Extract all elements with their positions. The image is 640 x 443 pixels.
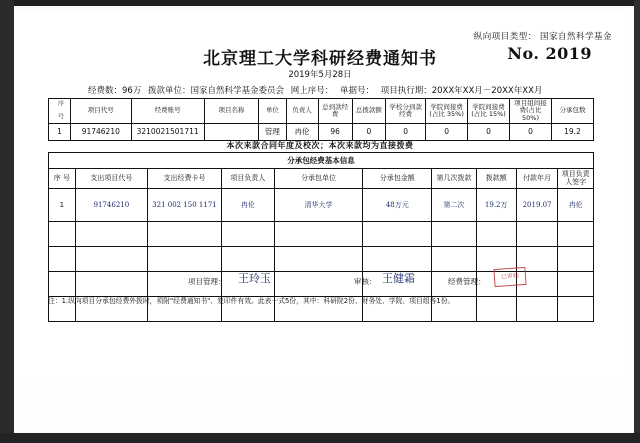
subcontract-band-row: [49, 153, 594, 169]
cell-empty: [476, 221, 516, 246]
meta-amount: 经费数：96万: [88, 86, 142, 96]
cell2-card-no: 321 002 150 1171: [148, 188, 222, 221]
th-seq: 序 号: [49, 99, 71, 124]
th2-batch: 第几次拨款: [432, 169, 476, 189]
reviewer-label: 审核：: [354, 277, 377, 286]
table-header-row: [49, 99, 594, 124]
project-manager-label: 项目管理：: [188, 277, 226, 286]
th-school-share: 学校分到款经费: [386, 99, 426, 124]
table-row: [49, 188, 594, 221]
footer-notes: 注：1.纵向项目分承包经费外拨时，须附"经费通知书"、复印件有效。此表一式5份，其中：科研院2份、财务处、学院、项目组各1份。: [48, 297, 455, 305]
meta-doc-no: 单据号：: [339, 86, 374, 96]
project-type-header: [474, 30, 612, 42]
page-title: 北京理工大学科研经费通知书: [203, 49, 437, 69]
meta-funding-unit: 拨款单位：国家自然科学基金委员会: [148, 86, 285, 96]
cell-college-15: 0: [468, 124, 510, 141]
scan-edge-top: [0, 0, 640, 6]
reviewer-signature: 王健霜: [382, 272, 415, 285]
th2-seq: 序 号: [49, 169, 76, 189]
th2-paid: 拨款额: [476, 169, 516, 189]
cell2-expense-code: 91746210: [75, 188, 147, 221]
th2-subcontract-unit: 分承包单位: [274, 169, 362, 189]
project-type-label: 纵向项目类型：: [473, 32, 537, 42]
cell-empty: [221, 221, 274, 246]
project-manager-signature: 王玲玉: [238, 272, 271, 285]
th-total-received: 总到款经费: [318, 99, 352, 124]
cell2-subcontract-unit: 清华大学: [274, 188, 362, 221]
meta-online-no: 网上序号：: [290, 86, 334, 96]
th-project-code: 项目代号: [71, 99, 132, 124]
cell-empty: [274, 221, 362, 246]
table-row-empty: [49, 221, 594, 246]
finance-stamp: 已审核: [493, 267, 526, 287]
th2-card-no: 支出经费卡号: [148, 169, 222, 189]
th-group-50: 项目组间接费(占比 50%): [510, 99, 552, 124]
th-college-15: 学院间接费(占比 15%): [468, 99, 510, 124]
cell-group-50: 0: [510, 124, 552, 141]
project-type-value: 国家自然科学基金: [539, 32, 612, 42]
cell2-amount: 48万元: [363, 188, 432, 221]
cell2-leader: 冉伦: [221, 188, 274, 221]
cell-unit: 管理: [259, 124, 286, 141]
cell-empty: [516, 221, 558, 246]
cell-empty: [75, 221, 147, 246]
cell-leader: 冉伦: [286, 124, 318, 141]
cell-seq: 1: [49, 124, 71, 141]
cell-empty: [148, 221, 222, 246]
th-unit: 单位: [259, 99, 286, 124]
document-date: 2019年5月28日: [288, 70, 352, 80]
cell2-batch: 第二次: [432, 188, 476, 221]
cell-total-received: 96: [318, 124, 352, 141]
th-total-allocated: 总拨款额: [352, 99, 386, 124]
cell-empty: [432, 221, 476, 246]
cell-project-name: [204, 124, 259, 141]
cell2-paid: 19.2万: [476, 188, 516, 221]
th2-pay-date: 付款年月: [516, 169, 558, 189]
project-summary-table: [48, 98, 594, 141]
th-subcontract: 分承包数: [551, 99, 593, 124]
meta-line: [88, 84, 546, 96]
table-header-row: [49, 169, 594, 189]
th-leader: 负责人: [286, 99, 318, 124]
middle-note: 本次来款合同年度及校次；本次来款均为直接拨费: [226, 141, 414, 150]
cell-subcontract: 19.2: [551, 124, 593, 141]
th2-signature: 项目负责人签字: [558, 169, 594, 189]
th2-amount: 分承包金额: [363, 169, 432, 189]
cell-account: 3210021501711: [131, 124, 204, 141]
scan-edge-bottom: [0, 433, 640, 443]
document-serial: No. 2019: [507, 44, 592, 63]
cell2-signature: 冉伦: [558, 188, 594, 221]
cell-total-allocated: 0: [352, 124, 386, 141]
cell-empty: [49, 221, 76, 246]
th-college-35: 学院间接费(占比 35%): [426, 99, 468, 124]
cell-college-35: 0: [426, 124, 468, 141]
th-account: 经费账号: [131, 99, 204, 124]
cell2-seq: 1: [49, 188, 76, 221]
th-project-name: 项目名称: [204, 99, 259, 124]
cell-empty: [558, 221, 594, 246]
cell-school-share: 0: [386, 124, 426, 141]
cell2-pay-date: 2019.07: [516, 188, 558, 221]
meta-period: 项目执行期：20XX年XX月－20XX年XX月: [380, 86, 543, 96]
cell-project-code: 91746210: [71, 124, 132, 141]
th2-leader: 项目负责人: [221, 169, 274, 189]
th2-expense-code: 支出项目代号: [75, 169, 147, 189]
finance-label: 经费管理：: [448, 277, 486, 286]
subcontract-band-title: 分承包经费基本信息: [49, 153, 594, 169]
cell-empty: [363, 221, 432, 246]
table-row: [49, 124, 594, 141]
